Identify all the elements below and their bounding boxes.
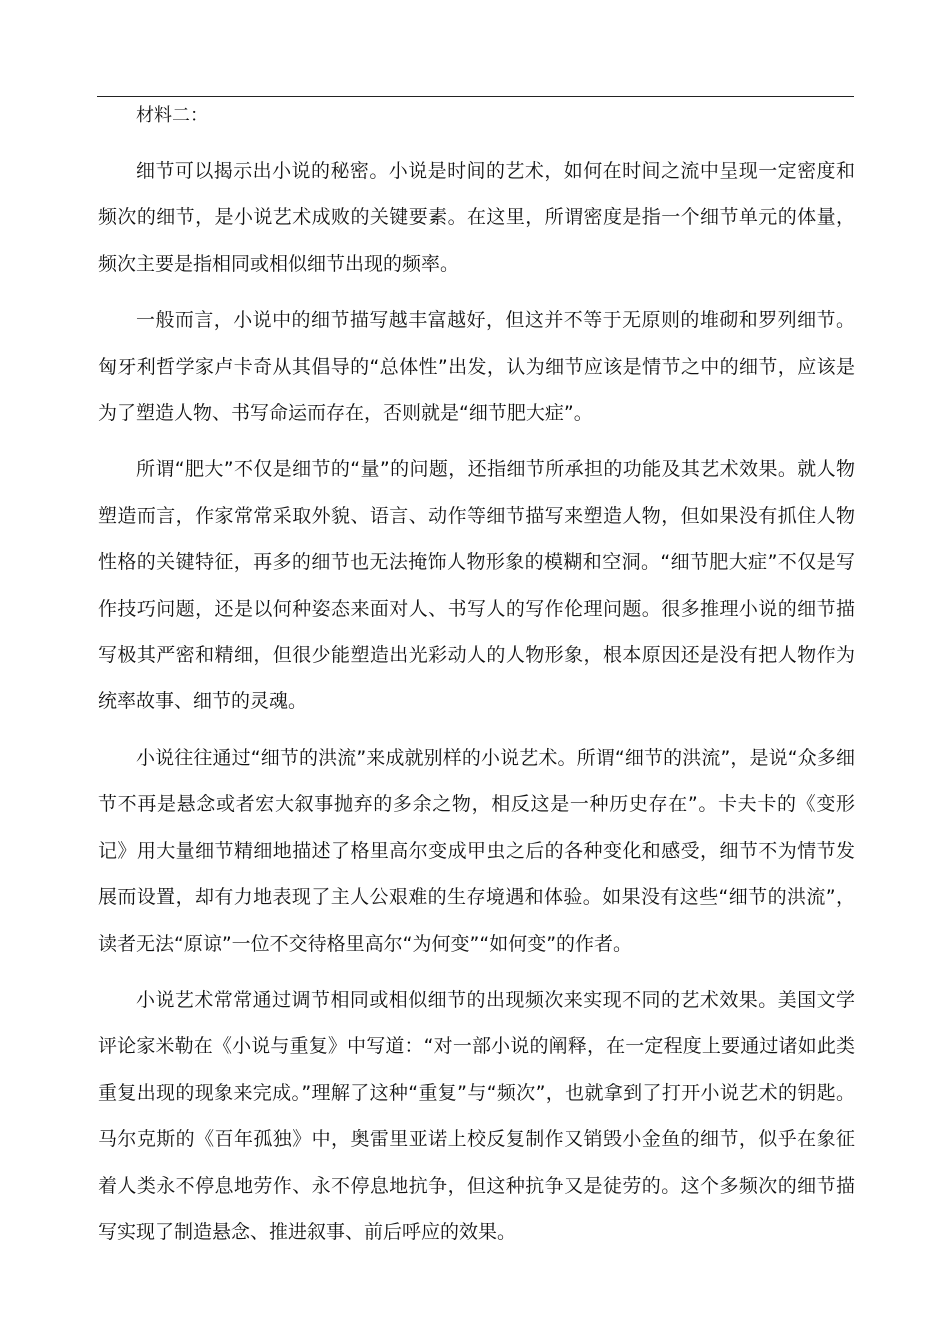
paragraph-1: 细节可以揭示出小说的秘密。小说是时间的艺术，如何在时间之流中呈现一定密度和频次的细节，是小说艺术成败的关键要素。在这里，所谓密度是指一个细节单元的体量，频次主要是指相同或相似细节出现的频率。: [98, 160, 855, 275]
material-heading: 材料二：: [136, 105, 208, 126]
header-rule: [97, 96, 854, 97]
document-body: [98, 98, 855, 1255]
paragraph-3: 所谓“肥大”不仅是细节的“量”的问题，还指细节所承担的功能及其艺术效果。就人物塑造而言，作家常常采取外貌、语言、动作等细节描写来塑造人物，但如果没有抓住人物性格的关键特征，再多的细节也无法掩饰人物形象的模糊和空洞。“细节肥大症”不仅是写作技巧问题，还是以何种姿态来面对人、书写人的写作伦理问题。很多推理小说的细节描写极其严密和精细，但很少能塑造出光彩动人的人物形象，根本原因还是没有把人物作为统率故事、细节的灵魂。: [98, 458, 855, 713]
paragraph-4: 小说往往通过“细节的洪流”来成就别样的小说艺术。所谓“细节的洪流”，是说“众多细节不再是悬念或者宏大叙事抛弃的多余之物，相反这是一种历史存在”。卡夫卡的《变形记》用大量细节精细地描述了格里高尔变成甲虫之后的各种变化和感受，细节不为情节发展而设置，却有力地表现了主人公艰难的生存境遇和体验。如果没有这些“细节的洪流”，读者无法“原谅”一位不交待格里高尔“为何变”“如何变”的作者。: [98, 746, 855, 955]
paragraph-5: 小说艺术常常通过调节相同或相似细节的出现频次来实现不同的艺术效果。美国文学评论家米勒在《小说与重复》中写道：“对一部小说的阐释，在一定程度上要通过诸如此类重复出现的现象来完成。”理解了这种“重复”与“频次”，也就拿到了打开小说艺术的钥匙。马尔克斯的《百年孤独》中，奥雷里亚诺上校反复制作又销毁小金鱼的细节，似乎在象征着人类永不停息地劳作、永不停息地抗争，但这种抗争又是徒劳的。这个多频次的细节描写实现了制造悬念、推进叙事、前后呼应的效果。: [98, 988, 855, 1243]
paragraph-2: 一般而言，小说中的细节描写越丰富越好，但这并不等于无原则的堆砌和罗列细节。匈牙利哲学家卢卡奇从其倡导的“总体性”出发，认为细节应该是情节之中的细节，应该是为了塑造人物、书写命运而存在，否则就是“细节肥大症”。: [98, 309, 855, 425]
